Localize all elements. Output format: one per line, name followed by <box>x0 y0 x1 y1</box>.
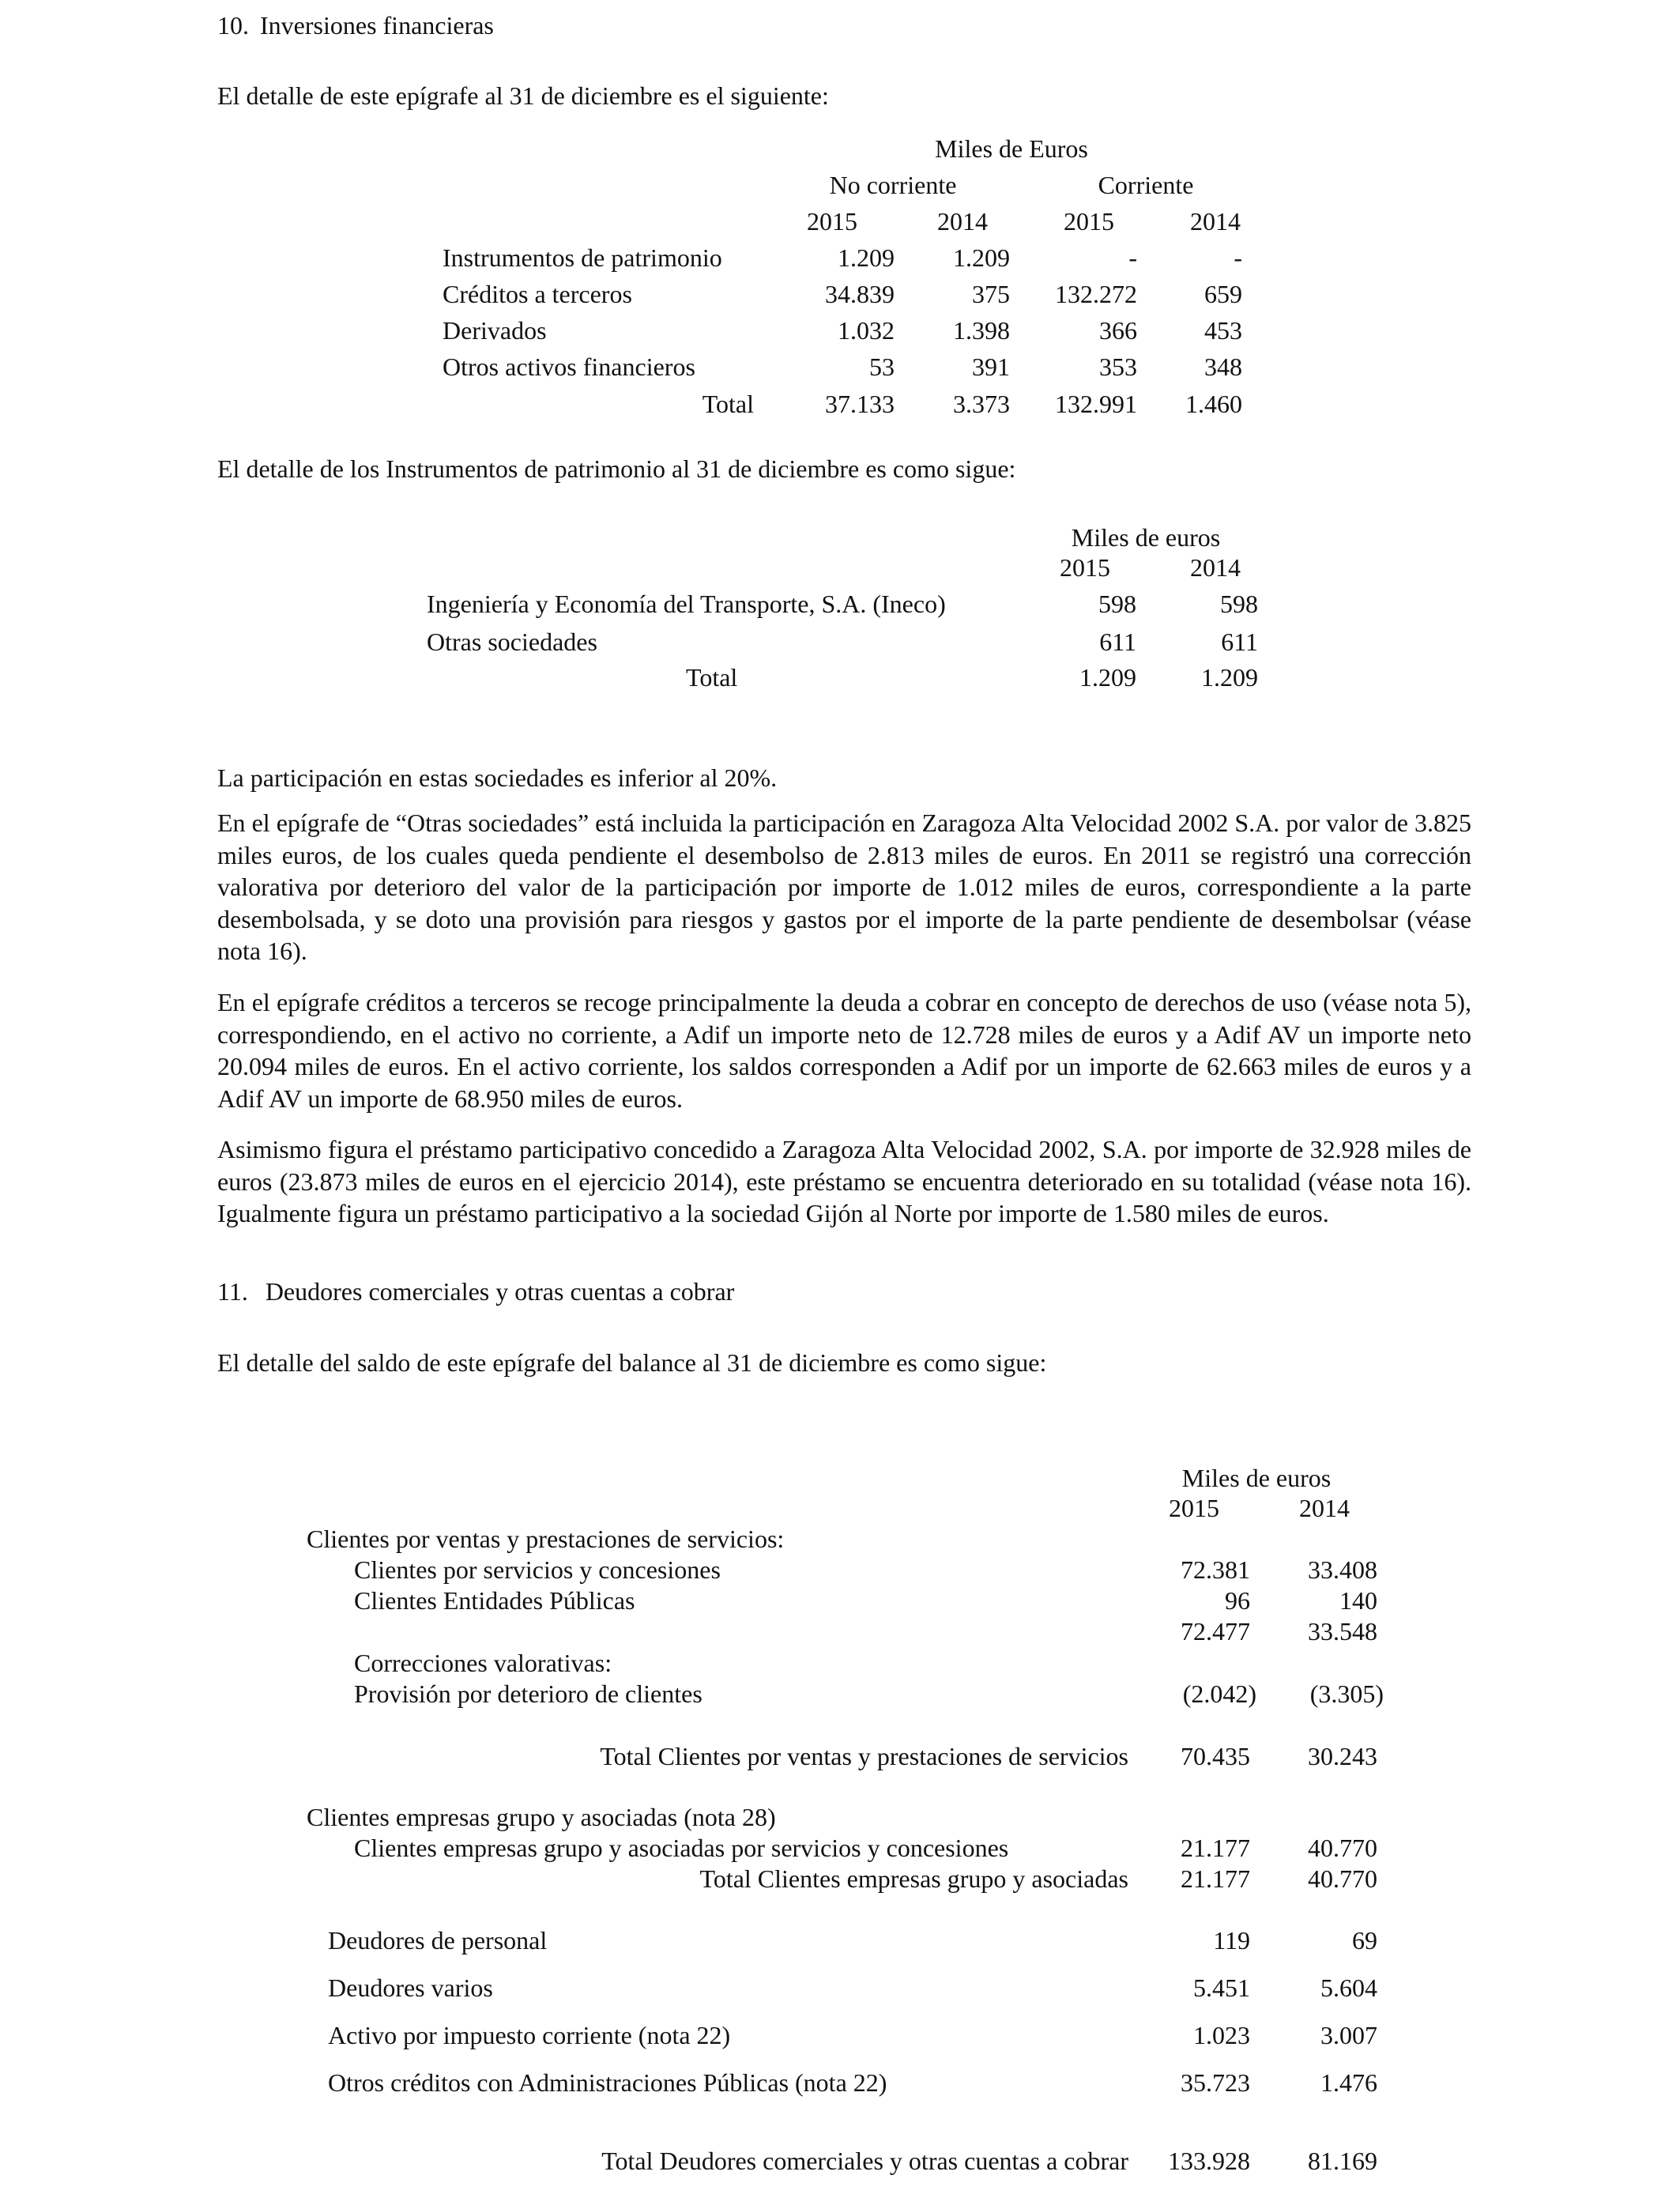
cell-value: 140 <box>1339 1586 1377 1615</box>
row-label: Derivados <box>443 316 547 345</box>
cell-value: 348 <box>1204 352 1242 381</box>
cell-value: 21.177 <box>1181 1834 1250 1862</box>
cell-value: 611 <box>1221 628 1258 656</box>
cell-value: 5.451 <box>1193 1973 1250 2002</box>
row-label: Otras sociedades <box>427 628 597 656</box>
total-label: Total Deudores comerciales y otras cuentas a cobrar <box>601 2147 1128 2175</box>
cell-value: 133.928 <box>1168 2147 1250 2175</box>
cell-value: 72.477 <box>1181 1617 1250 1646</box>
cell-value: 132.991 <box>1055 390 1137 418</box>
cell-value: 1.209 <box>1079 663 1136 692</box>
row-label: Provisión por deterioro de clientes <box>354 1679 703 1708</box>
row-label: Otros créditos con Administraciones Públicas (nota 22) <box>328 2068 887 2097</box>
cell-value: 53 <box>869 352 895 381</box>
correcciones-header: Correcciones valorativas: <box>354 1649 612 1677</box>
year-header: 2015 <box>1060 553 1110 582</box>
cell-value: 3.373 <box>953 390 1010 418</box>
cell-value: 70.435 <box>1181 1742 1250 1770</box>
cell-value: 1.023 <box>1193 2021 1250 2049</box>
cell-value: 1.209 <box>1201 663 1258 692</box>
row-label: Clientes por servicios y concesiones <box>354 1555 721 1584</box>
section-10-intro: El detalle de este epígrafe al 31 de diciembre es el siguiente: <box>217 81 829 110</box>
year-header: 2014 <box>1190 207 1241 236</box>
cell-value: - <box>1128 243 1137 272</box>
row-label: Créditos a terceros <box>443 280 632 308</box>
cell-value: 598 <box>1098 590 1136 618</box>
row-label: Ingeniería y Economía del Transporte, S.A. (Ineco) <box>427 590 946 618</box>
cell-value: 5.604 <box>1320 1973 1377 2002</box>
cell-value: 659 <box>1204 280 1242 308</box>
cell-value: 119 <box>1213 1926 1250 1955</box>
section-title: Deudores comerciales y otras cuentas a cobrar <box>265 1277 735 1306</box>
cell-value: 81.169 <box>1308 2147 1377 2175</box>
cell-value: 353 <box>1099 352 1137 381</box>
cell-value: 34.839 <box>825 280 895 308</box>
table-unit-header: Miles de euros <box>1181 1464 1332 1492</box>
cell-value: 611 <box>1099 628 1136 656</box>
cell-value: 1.209 <box>953 243 1010 272</box>
total-label: Total Clientes por ventas y prestaciones de servicios <box>600 1742 1128 1770</box>
cell-value: 3.007 <box>1320 2021 1377 2049</box>
cell-value: 598 <box>1220 590 1258 618</box>
paragraph: En el epígrafe créditos a terceros se recoge principalmente la deuda a cobrar en concepto de derechos de uso (véase nota 5), correspondiendo, en el activo no corriente, a Adif un importe neto de 12.728 miles de euros y a Adif AV un importe neto 20.094 miles de euros. En el activo corriente, los saldos corresponden a Adif por un importe de 62.663 miles de euros y a Adif AV un importe de 68.950 miles de euros. <box>217 988 1471 1113</box>
section-number: 11. <box>217 1277 248 1306</box>
cell-value: 33.408 <box>1308 1555 1377 1584</box>
section-title: Inversiones financieras <box>260 11 494 40</box>
group-corriente: Corriente <box>1098 171 1194 199</box>
section-11-heading <box>217 1279 734 1304</box>
grupo-header: Clientes empresas grupo y asociadas (nota 28) <box>307 1803 776 1831</box>
cell-value: 453 <box>1204 316 1242 345</box>
year-header: 2015 <box>1169 1494 1219 1522</box>
cell-value: 391 <box>972 352 1010 381</box>
row-label: Deudores varios <box>328 1973 493 2002</box>
year-header: 2014 <box>937 207 988 236</box>
row-label: Deudores de personal <box>328 1926 548 1955</box>
cell-value: 1.398 <box>953 316 1010 345</box>
cell-value: - <box>1234 243 1242 272</box>
total-label: Total <box>686 663 738 692</box>
cell-value: 33.548 <box>1308 1617 1377 1646</box>
section-10-intro-2: El detalle de los Instrumentos de patrimonio al 31 de diciembre es como sigue: <box>217 454 1016 483</box>
total-label: Total <box>702 390 754 418</box>
cell-value: 69 <box>1352 1926 1377 1955</box>
cell-value: 40.770 <box>1308 1864 1377 1893</box>
cell-value: 40.770 <box>1308 1834 1377 1862</box>
year-header: 2015 <box>1064 207 1114 236</box>
table-unit-header: Miles de Euros <box>935 134 1088 163</box>
year-header: 2014 <box>1299 1494 1350 1522</box>
total-label: Total Clientes empresas grupo y asociadas <box>699 1864 1128 1893</box>
section-10-heading <box>217 13 494 38</box>
paragraph: Asimismo figura el préstamo participativo concedido a Zaragoza Alta Velocidad 2002, S.A. por importe de 32.928 miles de euros (23.873 miles de euros en el ejercicio 2014), este préstamo se encuentra deteriorado en su totalidad (véase nota 16). Igualmente figura un préstamo participativo a la sociedad Gijón al Norte por importe de 1.580 miles de euros. <box>217 1135 1471 1227</box>
year-header: 2015 <box>807 207 857 236</box>
row-label: Clientes empresas grupo y asociadas por servicios y concesiones <box>354 1834 1009 1862</box>
cell-value: 132.272 <box>1055 280 1137 308</box>
cell-value: 37.133 <box>825 390 895 418</box>
cell-value: 35.723 <box>1181 2068 1250 2097</box>
row-label: Clientes Entidades Públicas <box>354 1586 635 1615</box>
paragraph: En el epígrafe de “Otras sociedades” está incluida la participación en Zaragoza Alta Velocidad 2002 S.A. por valor de 3.825 miles euros, de los cuales queda pendiente el desembolso de 2.813 miles de euros. En 2011 se registró una corrección valorativa por deterioro del valor de la participación por importe de 1.012 miles de euros, correspondiente a la parte desembolsada, y se doto una provisión para riesgos y gastos por el importe de la parte pendiente de desembolsar (véase nota 16). <box>217 809 1471 965</box>
section-11-intro: El detalle del saldo de este epígrafe del balance al 31 de diciembre es como sigue: <box>217 1348 1047 1377</box>
cell-value: (3.305) <box>1309 1679 1384 1708</box>
row-label: Otros activos financieros <box>443 352 695 381</box>
paragraph: La participación en estas sociedades es inferior al 20%. <box>217 763 778 792</box>
cell-value: 72.381 <box>1181 1555 1250 1584</box>
section-number: 10. <box>217 11 249 40</box>
cell-value: 96 <box>1225 1586 1250 1615</box>
cell-value: 1.476 <box>1320 2068 1377 2097</box>
cell-value: 375 <box>972 280 1010 308</box>
table-unit-header: Miles de euros <box>1071 523 1221 552</box>
clientes-header: Clientes por ventas y prestaciones de servicios: <box>307 1525 785 1553</box>
year-header: 2014 <box>1190 553 1241 582</box>
group-no-corriente: No corriente <box>829 171 957 199</box>
cell-value: 1.032 <box>838 316 895 345</box>
cell-value: (2.042) <box>1182 1679 1256 1708</box>
cell-value: 30.243 <box>1308 1742 1377 1770</box>
cell-value: 366 <box>1099 316 1137 345</box>
cell-value: 21.177 <box>1181 1864 1250 1893</box>
row-label: Instrumentos de patrimonio <box>443 243 722 272</box>
cell-value: 1.209 <box>838 243 895 272</box>
cell-value: 1.460 <box>1185 390 1242 418</box>
row-label: Activo por impuesto corriente (nota 22) <box>328 2021 731 2049</box>
